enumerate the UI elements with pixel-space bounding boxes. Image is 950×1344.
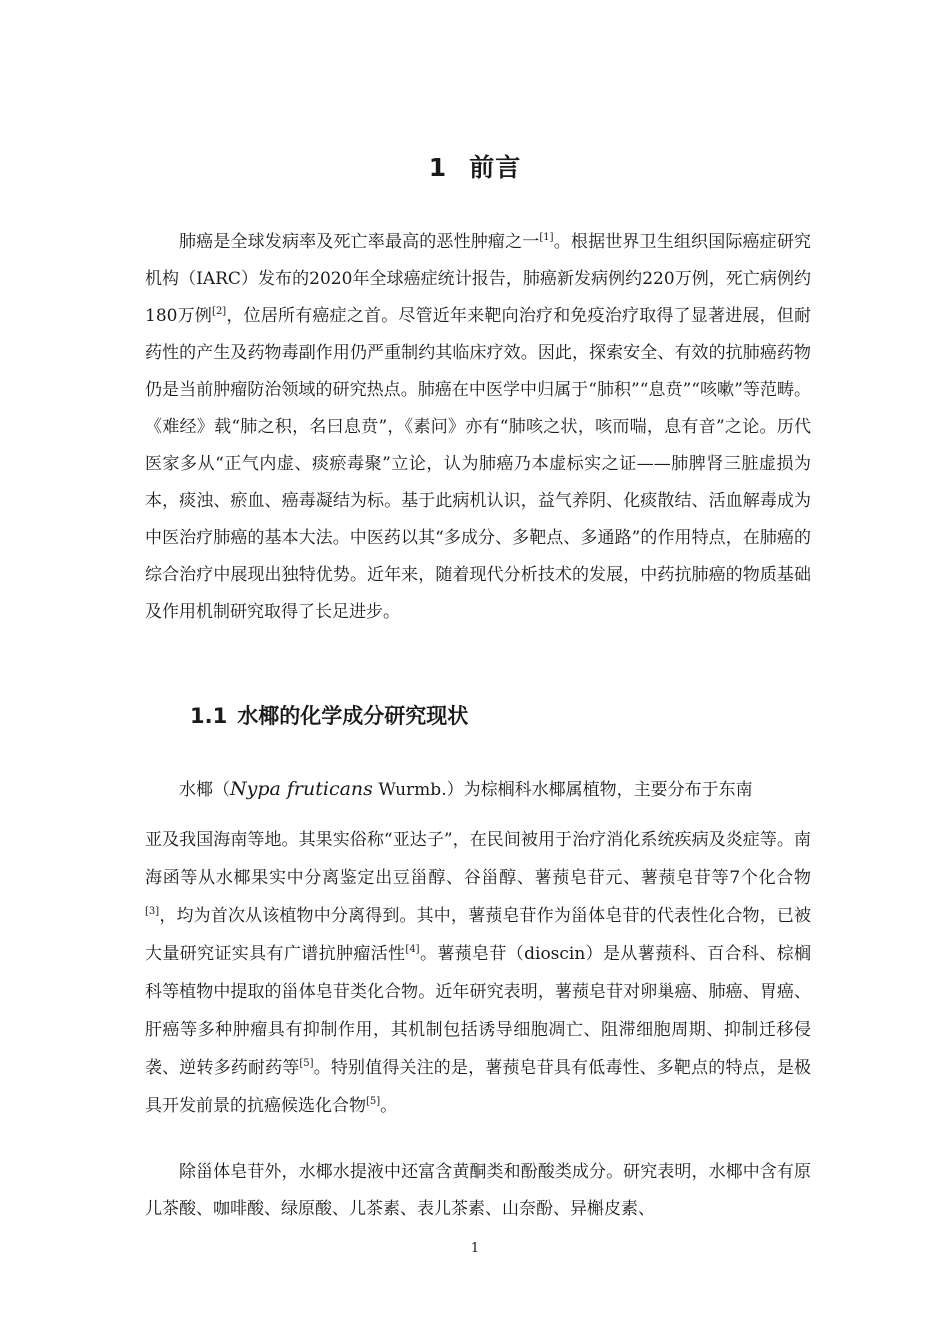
chapter-heading [0, 150, 950, 186]
text-run: ，均为首次从该植物中分离得到。其中，薯蓣皂苷作为甾体皂苷的代表性化合物，已被大量研究证实具有广谱抗肿瘤活性 [145, 906, 811, 964]
paragraph-intro [145, 224, 811, 631]
text-run: 肺癌是全球发病率及死亡率最高的恶性肿瘤之一 [179, 232, 540, 252]
paragraph-flavonoids [145, 1154, 811, 1228]
text-run: 水椰（ [179, 780, 230, 800]
text-run: 除甾体皂苷外，水椰水提液中还富含黄酮类和酚酸类成分。研究表明，水椰中含有原儿茶酸、咖啡酸、绿原酸、儿茶素、表儿茶素、山奈酚、异槲皮素、 [145, 1162, 811, 1219]
citation: [5] [299, 1058, 314, 1069]
citation: [5] [366, 1096, 381, 1107]
text-run: 。特别值得关注的是，薯蓣皂苷具有低毒性、多靶点的特点，是极具开发前景的抗癌候选化合物 [145, 1058, 812, 1116]
text-run: 。根据世界卫生组织国际癌症研究机构（IARC）发布的2020年全球癌症统计报告，肺癌新发病例约220万例，死亡病例约180万例 [145, 232, 812, 326]
text-run: 亚及我国海南等地。其果实俗称“亚达子”，在民间被用于治疗消化系统疾病及炎症等。南海函等从水椰果实中分离鉴定出豆甾醇、谷甾醇、薯蓣皂苷元、薯蓣皂苷等7个化合物 [145, 830, 811, 888]
text-run: ，位居所有癌症之首。尽管近年来靶向治疗和免疫治疗取得了显著进展，但耐药性的产生及药物毒副作用仍严重制约其临床疗效。因此，探索安全、有效的抗肺癌药物仍是当前肿瘤防治领域的研究热点。肺癌在中医学中归属于“肺积”“息贲”“咳嗽”等范畴。《难经》载“肺之积，名曰息贲”，《素问》亦有“肺咳之状，咳而喘，息有音”之论。历代医家多从“正气内虚、痰瘀毒聚”立论，认为肺癌乃本虚标实之证——肺脾肾三脏虚损为本，痰浊、瘀血、癌毒凝结为标。基于此病机认识，益气养阴、化痰散结、活血解毒成为中医治疗肺癌的基本大法。中医药以其“多成分、多靶点、多通路”的作用特点，在肺癌的综合治疗中展现出独特优势。近年来，随着现代分析技术的发展，中药抗肺癌的物质基础及作用机制研究取得了长足进步。 [145, 306, 811, 622]
section-heading [190, 700, 468, 732]
text-run: 。 [380, 1096, 398, 1116]
page-number: 1 [470, 1241, 480, 1256]
species-name: Nypa fruticans [230, 778, 373, 800]
chapter-title: 前言 [469, 153, 522, 182]
section-number: 1.1 [190, 704, 228, 728]
section-title: 水椰的化学成分研究现状 [237, 704, 469, 728]
citation: [2] [212, 306, 227, 317]
text-run: Wurmb.）为棕榈科水椰属植物，主要分布于东南 [372, 780, 753, 800]
citation: [1] [539, 232, 554, 243]
paragraph-chemistry [145, 770, 811, 1125]
citation: [4] [405, 944, 420, 955]
citation: [3] [145, 906, 160, 917]
text-run: 。薯蓣皂苷（dioscin）是从薯蓣科、百合科、棕榈科等植物中提取的甾体皂苷类化合物。近年研究表明，薯蓣皂苷对卵巢癌、肺癌、胃癌、肝癌等多种肿瘤具有抑制作用，其机制包括诱导细胞凋亡、阻滞细胞周期、抑制迁移侵袭、逆转多药耐药等 [145, 944, 812, 1078]
line-gap [145, 809, 811, 821]
chapter-number: 1 [428, 153, 448, 182]
